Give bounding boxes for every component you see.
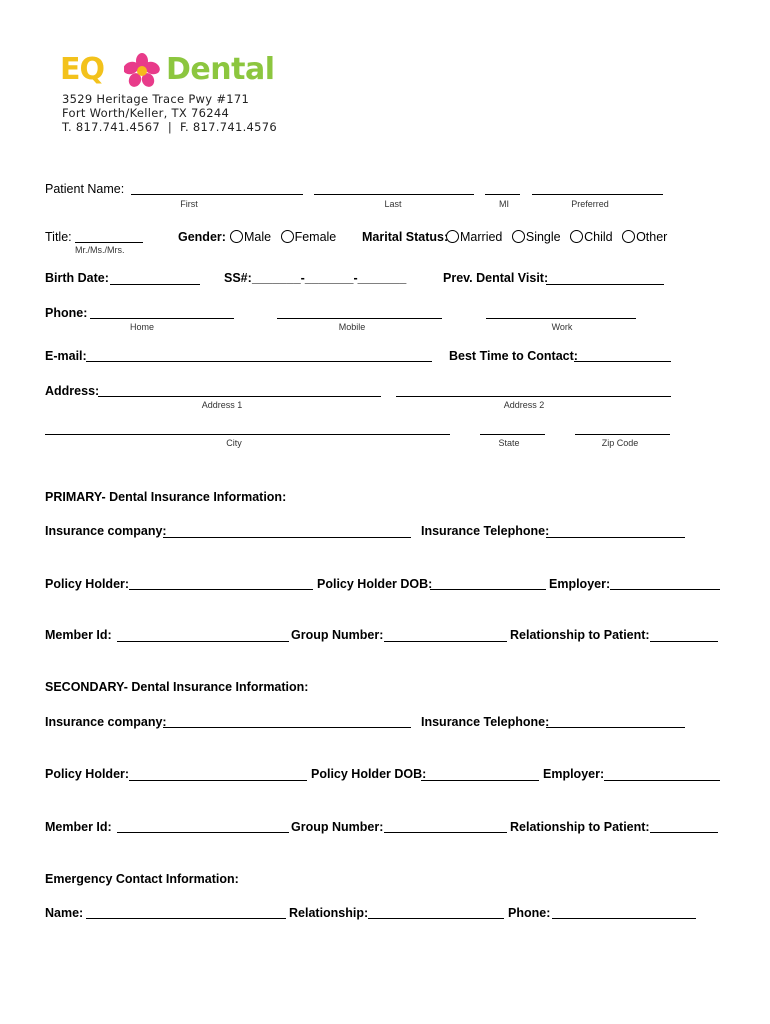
mi-sublabel: MI [499, 199, 509, 209]
first-sublabel: First [180, 199, 198, 209]
child-label: Child [584, 230, 613, 244]
primary-telephone-label: Insurance Telephone: [421, 524, 550, 538]
emergency-contact-heading: Emergency Contact Information: [45, 872, 239, 886]
marital-married-option[interactable] [440, 230, 502, 244]
secondary-employer-field[interactable] [604, 780, 720, 781]
primary-insurance-heading: PRIMARY- Dental Insurance Information: [45, 490, 287, 504]
single-label: Single [525, 230, 561, 244]
secondary-telephone-label: Insurance Telephone: [421, 715, 550, 729]
primary-holder-dob-label: Policy Holder DOB: [317, 577, 433, 591]
emergency-name-label: Name: [45, 906, 84, 920]
work-phone-field[interactable] [486, 318, 636, 319]
married-radio[interactable] [446, 230, 459, 243]
marital-child-option[interactable] [564, 230, 613, 244]
secondary-member-id-label: Member Id: [45, 820, 112, 834]
emergency-relationship-label: Relationship: [289, 906, 369, 920]
primary-member-id-label: Member Id: [45, 628, 112, 642]
best-time-field[interactable] [574, 361, 671, 362]
primary-member-id-field[interactable] [117, 641, 289, 642]
primary-holder-label: Policy Holder: [45, 577, 130, 591]
logo-eq-text: EQ [60, 52, 104, 87]
other-radio[interactable] [622, 230, 635, 243]
secondary-member-id-field[interactable] [117, 832, 289, 833]
marital-single-option[interactable] [506, 230, 561, 244]
female-radio[interactable] [281, 230, 294, 243]
preferred-name-field[interactable] [532, 194, 663, 195]
primary-holder-field[interactable] [129, 589, 313, 590]
secondary-employer-label: Employer: [543, 767, 605, 781]
married-label: Married [460, 230, 503, 244]
primary-holder-dob-field[interactable] [430, 589, 546, 590]
work-sublabel: Work [551, 322, 573, 332]
clinic-address-line1: 3529 Heritage Trace Pwy #171 [62, 92, 250, 106]
birth-date-label: Birth Date: [45, 271, 109, 285]
male-radio[interactable] [230, 230, 243, 243]
ss-label: SS#: [224, 271, 252, 285]
emergency-phone-label: Phone: [508, 906, 551, 920]
flower-icon [124, 53, 160, 87]
email-field[interactable] [86, 361, 432, 362]
secondary-insurance-heading: SECONDARY- Dental Insurance Information: [45, 680, 309, 694]
patient-name-label: Patient Name: [45, 182, 125, 196]
marital-options [440, 230, 667, 244]
emergency-relationship-field[interactable] [368, 918, 504, 919]
secondary-telephone-field[interactable] [546, 727, 685, 728]
zip-field[interactable] [575, 434, 670, 435]
email-label: E-mail: [45, 349, 87, 363]
primary-group-number-label: Group Number: [291, 628, 384, 642]
state-field[interactable] [480, 434, 545, 435]
primary-relationship-label: Relationship to Patient: [510, 628, 650, 642]
gender-label: Gender: [178, 230, 226, 244]
emergency-phone-field[interactable] [552, 918, 696, 919]
gender-options [224, 230, 336, 244]
last-sublabel: Last [384, 199, 402, 209]
primary-company-field[interactable] [163, 537, 411, 538]
marital-status-label: Marital Status: [362, 230, 449, 244]
gender-male-option[interactable] [224, 230, 271, 244]
secondary-relationship-label: Relationship to Patient: [510, 820, 650, 834]
home-phone-field[interactable] [90, 318, 234, 319]
address2-sublabel: Address 2 [503, 400, 545, 410]
last-name-field[interactable] [314, 194, 474, 195]
mobile-phone-field[interactable] [277, 318, 442, 319]
secondary-relationship-field[interactable] [650, 832, 718, 833]
city-field[interactable] [45, 434, 450, 435]
primary-relationship-field[interactable] [650, 641, 718, 642]
address-label: Address: [45, 384, 100, 398]
primary-group-number-field[interactable] [384, 641, 507, 642]
marital-other-option[interactable] [616, 230, 667, 244]
secondary-company-field[interactable] [163, 727, 411, 728]
first-name-field[interactable] [131, 194, 303, 195]
state-sublabel: State [498, 438, 520, 448]
city-sublabel: City [226, 438, 242, 448]
best-time-label: Best Time to Contact: [449, 349, 578, 363]
gender-female-option[interactable] [275, 230, 337, 244]
primary-employer-field[interactable] [610, 589, 720, 590]
secondary-holder-dob-field[interactable] [421, 780, 539, 781]
clinic-address-line2: Fort Worth/Keller, TX 76244 [62, 106, 230, 120]
prev-dental-visit-field[interactable] [546, 284, 664, 285]
primary-company-label: Insurance company: [45, 524, 167, 538]
clinic-phone-fax: T. 817.741.4567 | F. 817.741.4576 [62, 120, 278, 134]
home-sublabel: Home [129, 322, 155, 332]
birth-date-field[interactable] [110, 284, 200, 285]
title-label: Title: [45, 230, 72, 244]
preferred-sublabel: Preferred [571, 199, 609, 209]
child-radio[interactable] [570, 230, 583, 243]
female-label: Female [294, 230, 337, 244]
zip-sublabel: Zip Code [601, 438, 639, 448]
secondary-holder-field[interactable] [129, 780, 307, 781]
title-sublabel: Mr./Ms./Mrs. [75, 245, 125, 255]
title-field[interactable] [75, 242, 143, 243]
single-radio[interactable] [512, 230, 525, 243]
secondary-holder-dob-label: Policy Holder DOB: [311, 767, 427, 781]
secondary-group-number-label: Group Number: [291, 820, 384, 834]
ss-field[interactable]: _______-_______-_______ [252, 271, 407, 285]
logo-dental-text: Dental [166, 52, 275, 87]
male-label: Male [244, 230, 272, 244]
mi-field[interactable] [485, 194, 520, 195]
prev-dental-visit-label: Prev. Dental Visit: [443, 271, 549, 285]
address1-sublabel: Address 1 [201, 400, 243, 410]
primary-telephone-field[interactable] [546, 537, 685, 538]
primary-employer-label: Employer: [549, 577, 611, 591]
other-label: Other [636, 230, 668, 244]
secondary-company-label: Insurance company: [45, 715, 167, 729]
secondary-holder-label: Policy Holder: [45, 767, 130, 781]
phone-label: Phone: [45, 306, 88, 320]
secondary-group-number-field[interactable] [384, 832, 507, 833]
mobile-sublabel: Mobile [338, 322, 366, 332]
address1-field[interactable] [98, 396, 381, 397]
emergency-name-field[interactable] [86, 918, 286, 919]
address2-field[interactable] [396, 396, 671, 397]
